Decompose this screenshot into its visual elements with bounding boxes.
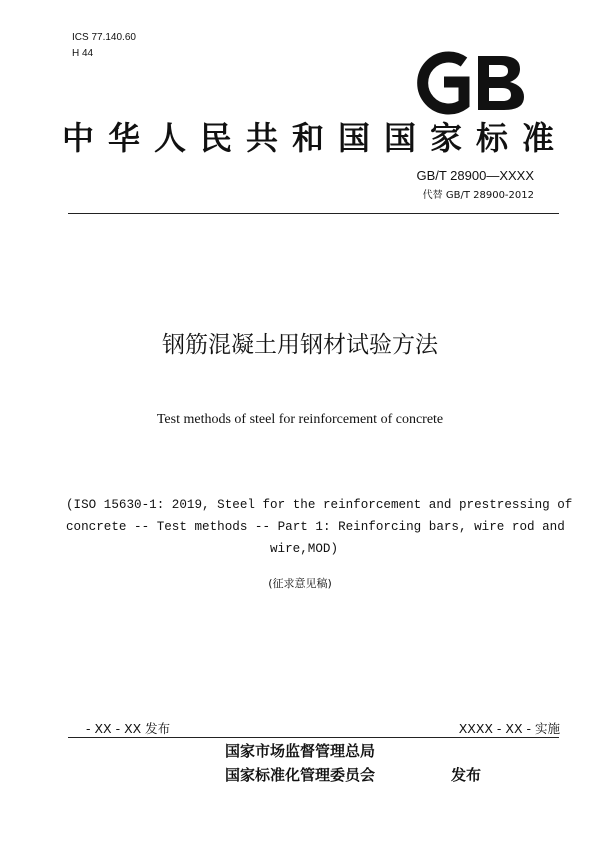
ics-code: ICS 77.140.60 <box>72 32 136 43</box>
draft-status: (征求意见稿) <box>268 577 332 590</box>
document-title-english: Test methods of steel for reinforcement of concrete <box>156 412 444 427</box>
publish-label: 发布 <box>451 766 482 784</box>
iso-reference-line: wire,MOD) <box>269 542 339 556</box>
top-divider <box>68 213 559 214</box>
standard-number: GB/T 28900—XXXX <box>416 168 534 183</box>
implementation-date: XXXX - XX - 实施 <box>458 721 560 736</box>
replaces-standard: 代替 GB/T 28900-2012 <box>422 190 534 201</box>
issuing-authority-1: 国家市场监督管理总局 <box>225 742 376 760</box>
ccs-code: H 44 <box>72 48 94 59</box>
issue-date: - XX - XX 发布 <box>86 721 171 736</box>
gb-logo <box>412 48 530 118</box>
iso-reference-line: (ISO 15630-1: 2019, Steel for the reinforcement and prestressing of <box>66 498 573 512</box>
country-standard-title: 中华人民共和国国家标准 <box>62 119 569 157</box>
iso-reference <box>66 494 573 560</box>
issuing-authority-2: 国家标准化管理委员会 <box>225 766 376 784</box>
bottom-divider <box>68 737 559 738</box>
document-title-chinese: 钢筋混凝土用钢材试验方法 <box>162 332 438 358</box>
classification-codes <box>72 30 136 62</box>
iso-reference-line: concrete -- Test methods -- Part 1: Reinforcing bars, wire rod and <box>66 520 565 534</box>
